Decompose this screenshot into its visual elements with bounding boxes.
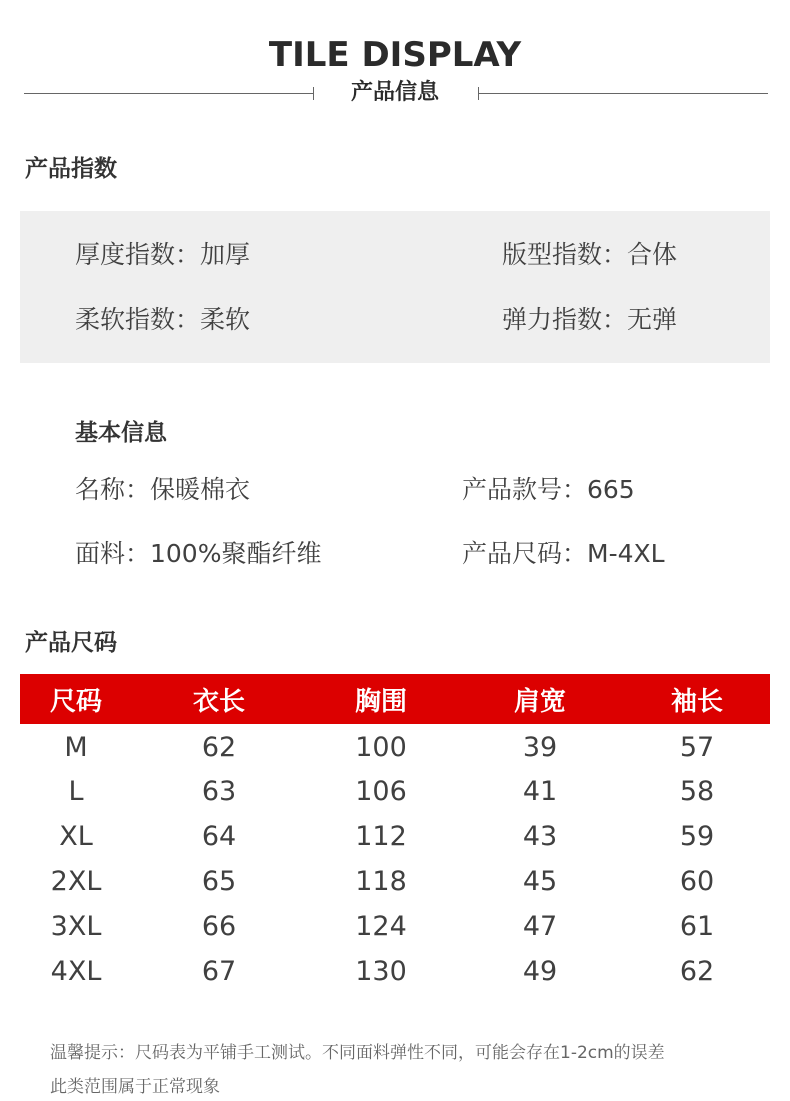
column-header-sleeve: 袖长 bbox=[624, 674, 770, 724]
size-table-header bbox=[20, 674, 770, 724]
cell-length: 62 bbox=[201, 732, 237, 763]
page-header bbox=[0, 0, 790, 120]
basic-size-range: 产品尺码：M-4XL bbox=[462, 539, 665, 568]
cell-size: XL bbox=[59, 821, 93, 852]
cell-size: M bbox=[64, 732, 88, 763]
index-fit: 版型指数：合体 bbox=[502, 240, 678, 269]
table-row bbox=[20, 949, 770, 994]
cell-chest: 112 bbox=[355, 821, 407, 852]
cell-sleeve: 58 bbox=[679, 776, 715, 807]
cell-length: 63 bbox=[201, 776, 237, 807]
cell-sleeve: 62 bbox=[679, 956, 715, 987]
cell-size: 4XL bbox=[50, 956, 102, 987]
cell-shoulder: 49 bbox=[522, 956, 558, 987]
header-title: TILE DISPLAY bbox=[268, 35, 522, 75]
table-row bbox=[20, 859, 770, 904]
cell-chest: 124 bbox=[355, 911, 407, 942]
column-header-shoulder: 肩宽 bbox=[456, 674, 624, 724]
basic-style-number: 产品款号：665 bbox=[462, 475, 635, 504]
cell-length: 64 bbox=[201, 821, 237, 852]
index-section-title: 产品指数 bbox=[25, 156, 117, 182]
cell-shoulder: 45 bbox=[522, 866, 558, 897]
cell-sleeve: 61 bbox=[679, 911, 715, 942]
column-header-size: 尺码 bbox=[20, 674, 132, 724]
size-table bbox=[20, 674, 770, 994]
column-header-length: 衣长 bbox=[132, 674, 306, 724]
index-panel bbox=[20, 211, 770, 363]
size-note-line-1: 温馨提示：尺码表为平铺手工测试。不同面料弹性不同，可能会存在1-2cm的误差 bbox=[50, 1043, 665, 1063]
table-row bbox=[20, 769, 770, 814]
cell-sleeve: 60 bbox=[679, 866, 715, 897]
header-rule-right bbox=[478, 93, 768, 94]
cell-length: 66 bbox=[201, 911, 237, 942]
table-row bbox=[20, 724, 770, 769]
basic-section-title: 基本信息 bbox=[75, 420, 167, 446]
cell-chest: 130 bbox=[355, 956, 407, 987]
cell-length: 67 bbox=[201, 956, 237, 987]
cell-size: L bbox=[68, 776, 84, 807]
cell-length: 65 bbox=[201, 866, 237, 897]
basic-name: 名称：保暖棉衣 bbox=[75, 475, 251, 504]
table-row bbox=[20, 814, 770, 859]
header-subtitle: 产品信息 bbox=[350, 80, 439, 105]
cell-shoulder: 41 bbox=[522, 776, 558, 807]
cell-chest: 106 bbox=[355, 776, 407, 807]
cell-size: 3XL bbox=[50, 911, 102, 942]
cell-sleeve: 57 bbox=[679, 732, 715, 763]
cell-chest: 100 bbox=[355, 732, 407, 763]
cell-chest: 118 bbox=[355, 866, 407, 897]
table-row bbox=[20, 904, 770, 949]
index-softness: 柔软指数：柔软 bbox=[75, 305, 251, 334]
index-thickness: 厚度指数：加厚 bbox=[75, 240, 251, 269]
column-header-chest: 胸围 bbox=[306, 674, 456, 724]
cell-shoulder: 47 bbox=[522, 911, 558, 942]
size-note-line-2: 此类范围属于正常现象 bbox=[50, 1077, 220, 1097]
index-elasticity: 弹力指数：无弹 bbox=[502, 305, 678, 334]
cell-sleeve: 59 bbox=[679, 821, 715, 852]
cell-size: 2XL bbox=[50, 866, 102, 897]
cell-shoulder: 43 bbox=[522, 821, 558, 852]
size-section-title: 产品尺码 bbox=[25, 630, 117, 656]
basic-fabric: 面料：100%聚酯纤维 bbox=[75, 539, 322, 568]
cell-shoulder: 39 bbox=[522, 732, 558, 763]
